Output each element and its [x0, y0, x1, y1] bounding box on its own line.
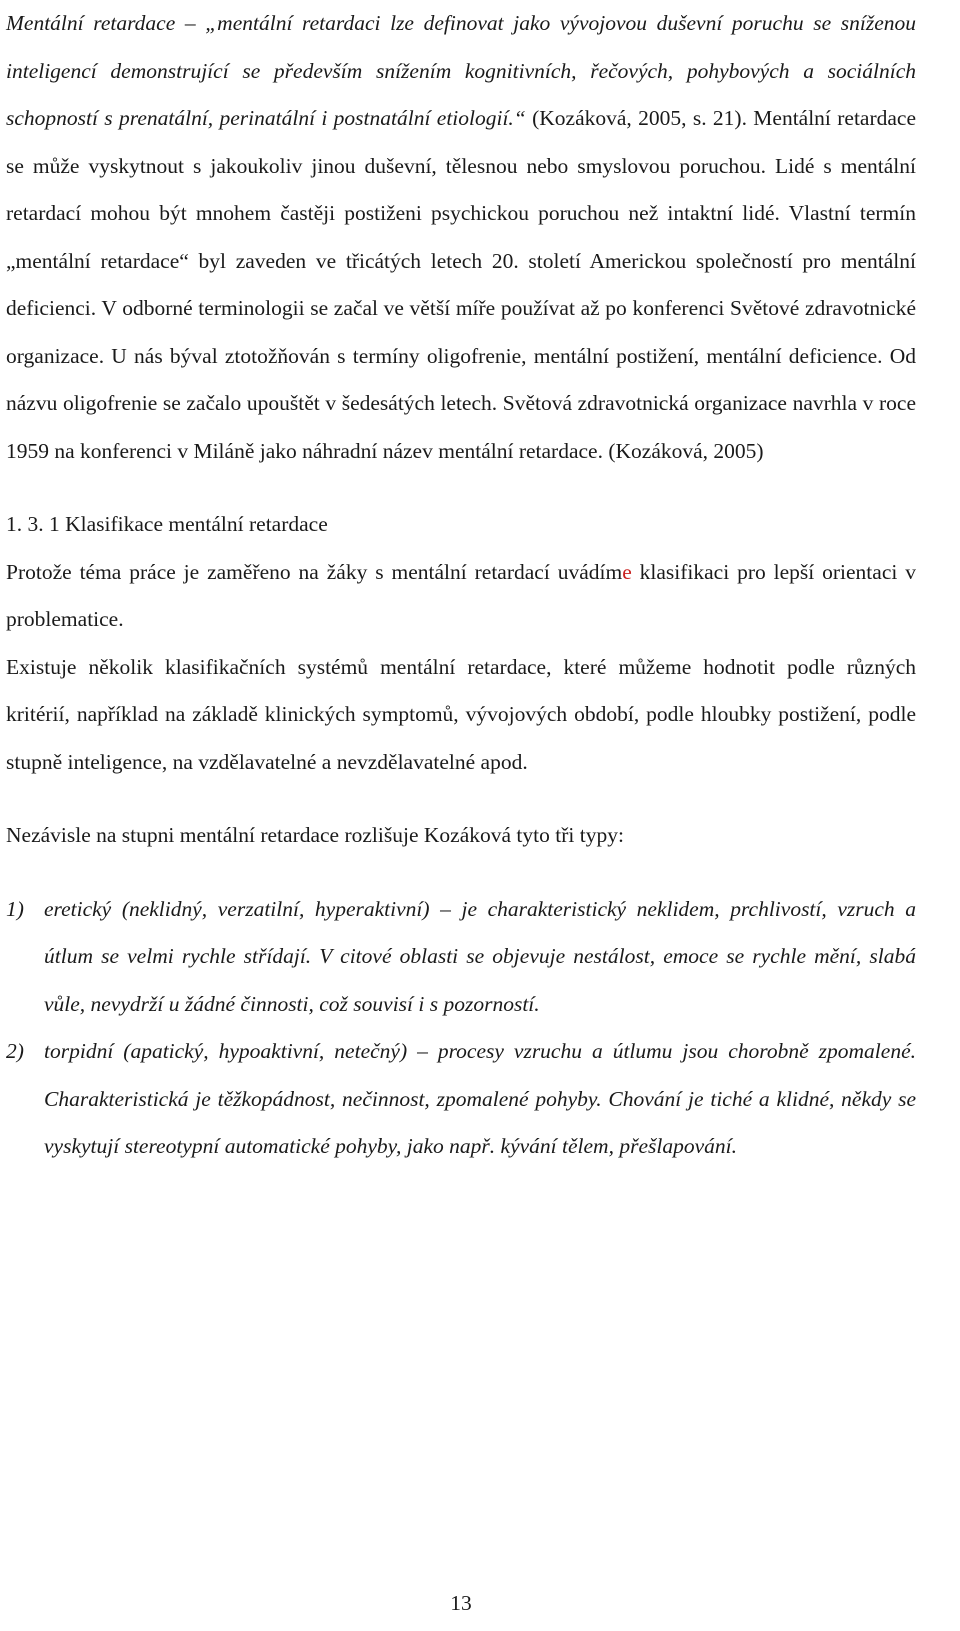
- definition-quote: Mentální retardace – „mentální retardaci lze definovat jako vývojovou duševní poruchu se sníženou inteligencí demonstrující se především snížením kognitivních, řečových, pohybových a sociálních schopností s prenatální, perinatální i postnatální etiologií.“: [6, 11, 916, 130]
- document-page: [6, 0, 916, 1171]
- section-heading: 1. 3. 1 Klasifikace mentální retardace: [6, 512, 328, 536]
- paragraph-purpose: [6, 549, 916, 644]
- list-item-text: torpidní (apatický, hypoaktivní, netečný) – procesy vzruchu a útlumu jsou chorobně zpomalené. Charakteristická je těžkopádnost, nečinnost, zpomalené pohyby. Chování je tiché a klidné, někdy se vyskytují stereotypní automatické pohyby, jako např. kývání tělem, přešlapování.: [44, 1039, 916, 1158]
- list-item: [6, 1028, 916, 1171]
- page-number: 13: [450, 1591, 472, 1615]
- paragraph-types-intro: Nezávisle na stupni mentální retardace rozlišuje Kozáková tyto tři typy:: [6, 823, 624, 847]
- purpose-text-start: Protože téma práce je zaměřeno na žáky s mentální retardací uvádím: [6, 559, 623, 584]
- types-list: [6, 886, 916, 1171]
- definition-continuation: (Kozáková, 2005, s. 21). Mentální retardace se může vyskytnout s jakoukoliv jinou duševní, tělesnou nebo smyslovou poruchou. Lidé s mentální retardací mohou být mnohem častěji postiženi psychickou poruchou než intaktní lidé. Vlastní termín „mentální retardace“ byl zaveden ve třicátých letech 20. století Americkou společností pro mentální deficienci. V odborné terminologii se začal ve větší míře používat až po konferenci Světové zdravotnické organizace. U nás býval ztotožňován s termíny oligofrenie, mentální postižení, mentální deficience. Od názvu oligofrenie se začalo upouštět v šedesátých letech. Světová zdravotnická organizace navrhla v roce 1959 na konferenci v Miláně jako náhradní název mentální retardace. (Kozáková, 2005): [6, 106, 916, 463]
- purpose-text-end: klasifikaci pro lepší orientaci v problematice.: [6, 559, 916, 631]
- list-item-text: eretický (neklidný, verzatilní, hyperaktivní) – je charakteristický neklidem, prchlivostí, vzruch a útlum se velmi rychle střídají. V citové oblasti se objevuje nestálost, emoce se rychle mění, slabá vůle, nevydrží u žádné činnosti, což souvisí i s pozorností.: [44, 896, 916, 1016]
- list-item: [6, 886, 916, 1029]
- list-item-number: 2): [6, 1039, 24, 1063]
- purpose-highlight: e: [622, 559, 632, 584]
- list-item-number: 1): [6, 896, 24, 921]
- paragraph-definition: [6, 0, 916, 475]
- paragraph-classification-systems: Existuje několik klasifikačních systémů mentální retardace, které můžeme hodnotit podle různých kritérií, například na základě klinických symptomů, vývojových období, podle hloubky postižení, podle stupně inteligence, na vzdělavatelné a nevzdělavatelné apod.: [6, 654, 916, 774]
